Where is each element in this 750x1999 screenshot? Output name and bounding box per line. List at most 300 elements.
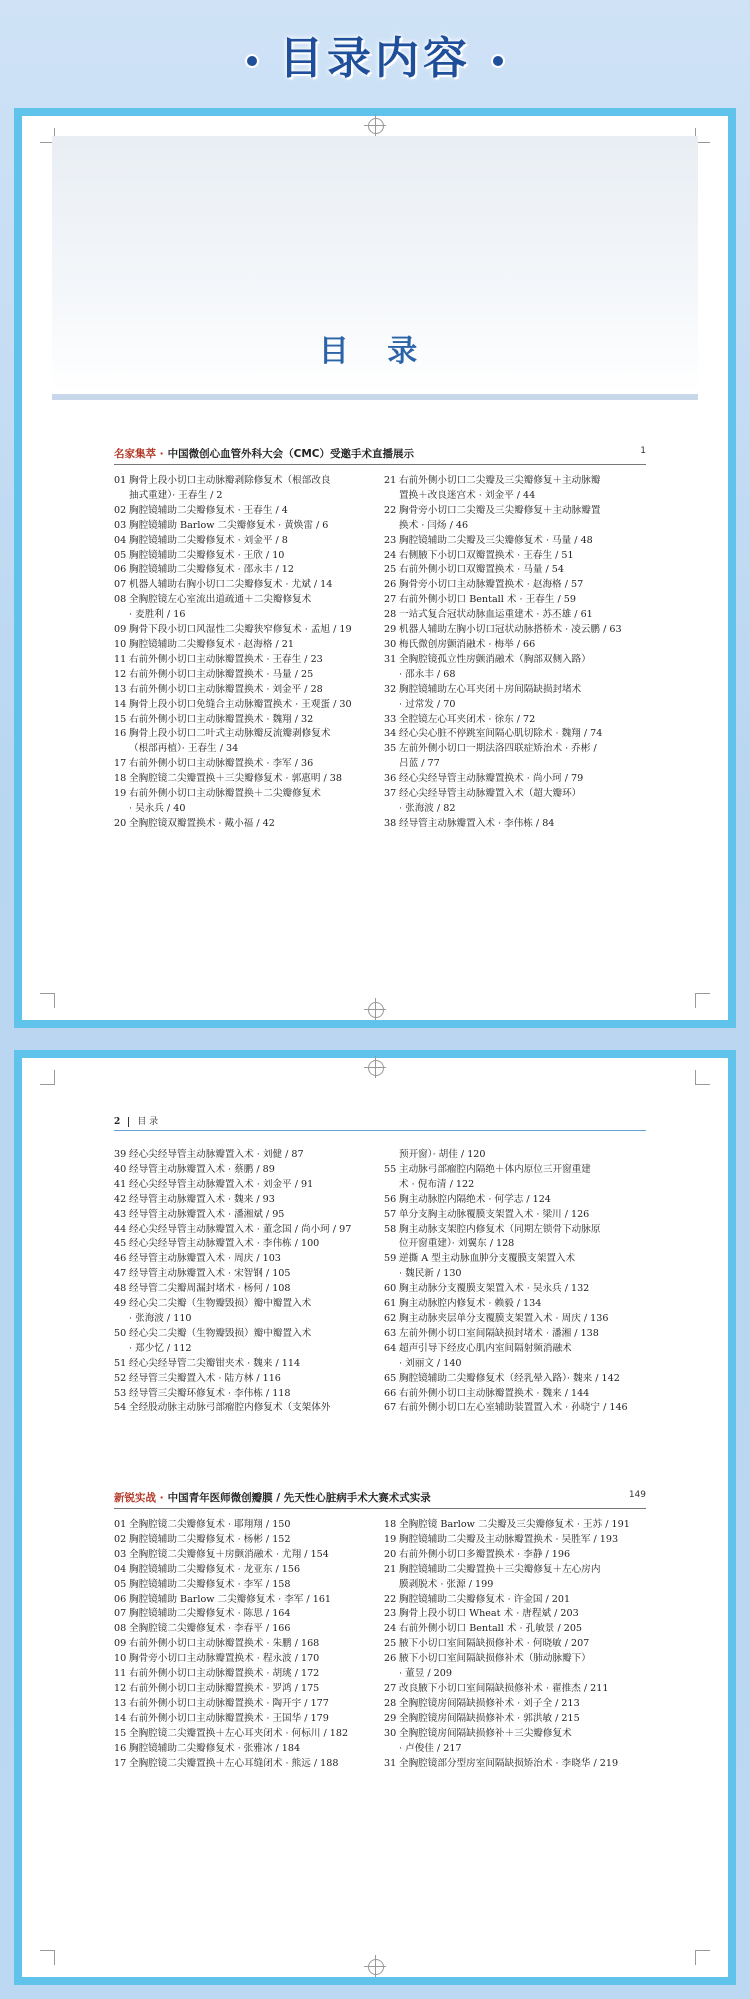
entry-number: 37 [384,788,397,800]
entry-title: 右前外侧小切口主动脉瓣置换术 · 魏来 / 144 [399,1387,590,1399]
entry-number: 25 [384,564,397,576]
entry-title: 右前外侧小切口主动脉瓣置换术 · 马量 / 25 [129,668,314,680]
toc-entry [384,1563,646,1593]
entry-title: 右前外侧小切口多瓣置换术 · 李静 / 196 [399,1548,571,1560]
toc-entry-line [114,549,376,564]
entry-title: 经导管主动脉瓣置入术 · 魏来 / 93 [129,1193,275,1205]
entry-title: 经心尖经导管主动脉瓣置入术 · 刘健 / 87 [129,1149,304,1160]
toc-entry-line [114,668,376,683]
entry-title: 全胸腔镜房间隔缺损修补术 · 刘子全 / 213 [399,1697,580,1709]
toc-entry [384,787,646,817]
toc-column [384,1148,646,1416]
toc-entry-line [114,1223,376,1238]
registration-mark-icon [368,1060,384,1076]
entry-number: 59 [384,1253,397,1265]
toc-entry-line [384,504,646,519]
toc-entry [384,504,646,534]
entry-title: 全胸腔镜左心室流出道疏通＋二尖瓣修复术 [129,594,312,606]
toc-entry [114,1593,376,1608]
entry-number: 55 [384,1163,397,1175]
entry-continuation: · 过常发 / 70 [399,698,456,710]
entry-number: 21 [384,1563,397,1575]
toc-entry-line [384,1518,646,1533]
toc-entry [114,1237,376,1252]
toc-entry-line [384,1148,646,1163]
entry-continuation: · 张海波 / 82 [399,802,456,814]
toc-column [114,474,376,832]
toc-entry [384,1652,646,1682]
entry-continuation: 位开窗重建）· 刘翼东 / 128 [399,1238,515,1250]
entry-title: 梅氏微创房颤消融术 · 梅举 / 66 [399,638,536,650]
toc-entry-line [384,727,646,742]
toc-entry [384,1401,646,1416]
entry-number: 51 [114,1357,127,1369]
banner-title-text: 目录内容 [279,33,471,84]
toc-entry [384,549,646,564]
toc-entry-line [114,593,376,608]
entry-number: 41 [114,1178,127,1190]
entry-number: 11 [114,653,127,665]
toc-entry-line [114,1282,376,1297]
entry-title: 胸腔镜辅助二尖瓣修复术 · 许金国 / 201 [399,1593,571,1605]
entry-number: 02 [114,504,127,516]
toc-entry-line [384,1712,646,1727]
entry-number: 06 [114,564,127,576]
toc-entry [114,534,376,549]
toc-entry [114,757,376,772]
toc-entry-line [384,1163,646,1178]
toc-entry-line [384,578,646,593]
toc-entry-line [384,1223,646,1238]
toc-entry [384,563,646,578]
entry-title: 胸腔镜辅助二尖瓣修复术（经乳晕入路）· 魏来 / 142 [399,1372,620,1384]
entry-number: 03 [114,1548,127,1560]
entry-title: 腋下小切口室间隔缺损修补术 · 何晓敏 / 207 [399,1638,590,1650]
entry-number: 35 [384,743,397,755]
banner-title [225,22,525,86]
entry-number: 39 [114,1149,127,1160]
entry-title: 全经股动脉主动脉弓部瘤腔内修复术（支架体外 [129,1402,331,1414]
entry-title: 胸腔镜辅助二尖瓣修复术 · 邵永丰 / 12 [129,564,294,576]
entry-number: 46 [114,1253,127,1265]
toc-page-2 [14,1050,736,1985]
toc-entry-line [384,1727,646,1742]
registration-mark-icon [368,1959,384,1975]
entry-number: 24 [384,549,397,561]
entry-title: 全胸腔镜二尖瓣修复＋房颤消融术 · 尤翔 / 154 [129,1548,329,1560]
entry-number: 31 [384,653,397,665]
entry-continuation: 换术 · 闫炀 / 46 [399,519,469,531]
entry-title: 超声引导下经皮心肌内室间隔射频消融术 [399,1342,572,1354]
entry-number: 15 [114,713,127,725]
toc-entry-line [384,787,646,802]
toc-entry [114,549,376,564]
toc-entry-line [384,1372,646,1387]
entry-number: 13 [114,1697,127,1709]
entry-title: 经导管主动脉瓣置入术 · 宋智钢 / 105 [129,1268,291,1280]
toc-entry [114,1372,376,1387]
entry-title: 预开窗）· 胡佳 / 120 [399,1149,486,1160]
banner [0,0,750,108]
entry-title: 胸腔镜辅助二尖瓣修复术 · 王欣 / 10 [129,549,285,561]
toc-entry-line [114,1667,376,1682]
toc-entry-line [114,1163,376,1178]
toc-entry-line [114,1372,376,1387]
toc-column [114,1518,376,1771]
toc-entry-line [384,1593,646,1608]
toc-entry [384,1637,646,1652]
toc-entry-line [114,1357,376,1372]
toc-entry [384,727,646,742]
toc-entry [384,1712,646,1727]
entry-number: 15 [114,1727,127,1739]
toc-entry [384,653,646,683]
entry-title: 逆撕 A 型主动脉血肿分支覆膜支架置入术 [399,1253,576,1265]
toc-entry-line [114,817,376,832]
entry-number: 36 [384,773,397,785]
toc-entry [384,623,646,638]
toc-entry-line [114,757,376,772]
entry-title: 经心尖经导管主动脉瓣置入术 · 董念国 / 尚小珂 / 97 [129,1223,352,1235]
toc-entry [114,563,376,578]
toc-entry-line [114,1401,376,1416]
toc-entry [384,1593,646,1608]
entry-continuation: · 麦胜利 / 16 [129,609,186,621]
entry-title: 全胸腔镜 Barlow 二尖瓣及三尖瓣修复术 · 王苏 / 191 [399,1519,630,1530]
entry-number: 01 [114,1519,127,1530]
toc-entry [114,683,376,698]
toc-entry-line [114,1563,376,1578]
toc-entry [384,1252,646,1282]
toc-entry [114,1533,376,1548]
toc-entry-line [114,1327,376,1342]
toc-entry [384,1148,646,1163]
entry-title: 胸主动脉分支覆膜支架置入术 · 吴永兵 / 132 [399,1283,590,1295]
toc-entry-line [384,593,646,608]
crop-mark [695,1950,710,1965]
entry-title: 胸腔镜辅助二尖瓣及三尖瓣修复术 · 马量 / 48 [399,534,593,546]
entry-number: 18 [384,1519,397,1530]
entry-number: 20 [384,1548,397,1560]
toc-entry [384,1312,646,1327]
entry-number: 19 [114,788,127,800]
entry-number: 10 [114,638,127,650]
toc-entry-line [114,534,376,549]
toc-entry-line [384,1297,646,1312]
toc-entry [114,1742,376,1757]
entry-title: 右前外侧小切口主动脉瓣置换术 · 胡珧 / 172 [129,1668,320,1680]
entry-number: 17 [114,1757,127,1769]
toc-entry [384,817,646,832]
entry-title: 胸腔镜辅助 Barlow 二尖瓣修复术 · 李军 / 161 [129,1593,332,1605]
entry-title: 右前外侧小切口主动脉瓣置换＋二尖瓣修复术 [129,788,321,800]
toc-entry-line [114,563,376,578]
entry-number: 24 [384,1623,397,1635]
toc-entry [114,578,376,593]
toc-entry-line [384,534,646,549]
toc-header [52,136,698,400]
entry-title: 右前外侧小切口主动脉瓣置换术 · 魏翔 / 32 [129,713,314,725]
entry-title: 全胸腔镜二尖瓣置换＋左心耳缝闭术 · 熊远 / 188 [129,1757,339,1769]
entry-number: 34 [384,728,397,740]
toc-entry [114,474,376,504]
toc-entry-line [384,653,646,668]
toc-entry-line [114,1697,376,1712]
entry-number: 21 [384,475,397,486]
toc-entry [114,1518,376,1533]
toc-entry [384,742,646,772]
section-label: 新锐实战 · [114,1492,164,1504]
section-label: 名家集萃 · [114,448,164,460]
toc-entry [114,668,376,683]
entry-number: 22 [384,1593,397,1605]
entry-title: 右前外侧小切口主动脉瓣置换术 · 陶开宇 / 177 [129,1697,329,1709]
toc-entry-line [114,1267,376,1282]
toc-entry [114,1208,376,1223]
toc-entry-line [114,623,376,638]
entry-title: 全胸腔镜房间隔缺损修补＋三尖瓣修复术 [399,1727,572,1739]
entry-title: 胸腔镜辅助左心耳夹闭＋房间隔缺损封堵术 [399,683,582,695]
toc-entry-line [384,742,646,757]
entry-number: 53 [114,1387,127,1399]
toc-entry-line [384,1401,646,1416]
entry-title: 经导管主动脉瓣置入术 · 李伟栋 / 84 [399,817,555,829]
entry-number: 54 [114,1402,127,1414]
section-page: 1 [640,446,646,456]
entry-title: 经心尖经导管主动脉瓣置入术 · 刘金平 / 91 [129,1178,314,1190]
entry-number: 12 [114,668,127,680]
entry-title: 经心尖经导管主动脉瓣置换术 · 尚小珂 / 79 [399,773,584,785]
toc-entry-line [114,1193,376,1208]
entry-title: 胸腔镜辅助二尖瓣修复术 · 赵海格 / 21 [129,638,294,650]
toc-entry [114,1578,376,1593]
entry-number: 65 [384,1372,397,1384]
entry-number: 63 [384,1327,397,1339]
entry-continuation: · 张海波 / 110 [129,1312,192,1324]
toc-entry [114,1297,376,1327]
toc-entry-line [114,683,376,698]
section-title: 中国微创心血管外科大会（CMC）受邀手术直播展示 [167,448,415,460]
entry-number: 08 [114,1623,127,1635]
toc-entry-line [384,1342,646,1357]
entry-title: 右前外侧小切口 Bentall 术 · 王春生 / 59 [399,594,576,606]
toc-entry-line [384,1757,646,1772]
entry-title: 胸骨上段小切口主动脉瓣剥除修复术（根部改良 [129,475,331,486]
entry-title: 胸骨旁小切口二尖瓣及三尖瓣修复＋主动脉瓣置 [399,504,601,516]
entry-number: 47 [114,1268,127,1280]
crop-mark [695,993,710,1008]
entry-number: 10 [114,1653,127,1665]
toc-entry [384,1387,646,1402]
toc-entry-line [114,1593,376,1608]
section-title: 中国青年医师微创瓣膜 / 先天性心脏病手术大赛术式实录 [167,1492,431,1504]
toc-entry-line [384,1387,646,1402]
toc-entry [114,653,376,668]
toc-entry [114,1223,376,1238]
entry-title: 经心尖经导管主动脉瓣置入术 · 李伟栋 / 100 [129,1238,320,1250]
entry-number: 49 [114,1298,127,1310]
entry-title: 胸主动脉腔内隔绝术 · 何学志 / 124 [399,1193,551,1205]
toc-entry-line [384,1282,646,1297]
toc-entry-line [114,1518,376,1533]
toc-entry [114,772,376,787]
toc-entry-line [384,623,646,638]
running-label: 目 录 [128,1117,158,1127]
entry-number: 30 [384,1727,397,1739]
entry-number: 09 [114,1638,127,1650]
entry-title: 胸腔镜辅助二尖瓣修复术 · 陈思 / 164 [129,1608,291,1620]
entry-title: 改良腋下小切口室间隔缺损修补术 · 翟推杰 / 211 [399,1682,609,1694]
entry-number: 28 [384,1697,397,1709]
entry-number: 04 [114,534,127,546]
toc-entry-line [384,683,646,698]
toc-entry [114,519,376,534]
entry-title: 机器人辅助右胸小切口二尖瓣修复术 · 尤斌 / 14 [129,579,333,591]
entry-number: 03 [114,519,127,531]
toc-entry [114,1697,376,1712]
toc-entry-line [114,1757,376,1772]
section-heading [114,1490,646,1509]
toc-entry-line [384,638,646,653]
toc-entry [114,638,376,653]
toc-column [384,1518,646,1771]
toc-entry-line [114,1727,376,1742]
toc-entry [384,1682,646,1697]
entry-title: 胸骨上段小切口二叶式主动脉瓣反流瓣剥修复术 [129,728,331,740]
toc-entry-line [384,772,646,787]
entry-title: 右前外侧小切口主动脉瓣置换术 · 刘金平 / 28 [129,683,323,695]
toc-entry [384,1342,646,1372]
toc-entry [114,1193,376,1208]
toc-entry [384,1727,646,1757]
toc-entry [114,1712,376,1727]
entry-title: 右前外侧小切口主动脉瓣置换术 · 朱鹏 / 168 [129,1638,320,1650]
entry-title: 经导管主动脉瓣置入术 · 周庆 / 103 [129,1253,281,1265]
toc-entry-line [384,1697,646,1712]
toc-entry-line [114,1178,376,1193]
entry-continuation: · 卢俊佳 / 217 [399,1742,462,1754]
entry-continuation: （根部再植）· 王春生 / 34 [129,743,239,755]
entry-number: 01 [114,475,127,486]
toc-entry-line [114,638,376,653]
toc-entry [114,1757,376,1772]
entry-title: 全腔镜左心耳夹闭术 · 徐东 / 72 [399,713,536,725]
entry-title: 经导管二尖瓣周漏封堵术 · 杨何 / 108 [129,1283,291,1295]
toc-entry-line [114,519,376,534]
entry-continuation: 吕蓝 / 77 [399,758,440,770]
entry-title: 胸腔镜辅助二尖瓣修复术 · 张雅冰 / 184 [129,1742,301,1754]
toc-entry [384,713,646,728]
entry-number: 43 [114,1208,127,1220]
toc-entry-line [114,787,376,802]
toc-entry [114,1327,376,1357]
page-number: 2 [114,1117,121,1127]
entry-number: 38 [384,817,397,829]
entry-number: 48 [114,1283,127,1295]
entry-number: 44 [114,1223,127,1235]
entry-title: 胸腔镜辅助二尖瓣修复术 · 龙亚东 / 156 [129,1563,301,1575]
entry-title: 经心尖二尖瓣（生物瓣毁损）瓣中瓣置入术 [129,1298,312,1310]
entry-number: 17 [114,758,127,770]
toc-entry-line [114,474,376,489]
entry-number: 50 [114,1327,127,1339]
toc-entry-line [114,1297,376,1312]
entry-title: 胸骨旁小切口主动脉瓣置换术 · 程永波 / 170 [129,1653,320,1665]
entry-title: 经心尖二尖瓣（生物瓣毁损）瓣中瓣置入术 [129,1327,312,1339]
entry-number: 29 [384,624,397,636]
toc-entry [384,1193,646,1208]
entry-number: 08 [114,594,127,606]
toc-entry-line [384,713,646,728]
entry-title: 全胸腔镜房间隔缺损修补术 · 郭洪敏 / 215 [399,1712,580,1724]
entry-title: 胸主动脉支架腔内修复术（同期左锁骨下动脉原 [399,1223,601,1235]
toc-entry [114,1652,376,1667]
toc-entry-line [114,1607,376,1622]
entry-number: 33 [384,713,397,725]
entry-title: 右前外侧小切口双瓣置换术 · 马量 / 54 [399,564,564,576]
entry-number: 22 [384,504,397,516]
entry-number: 16 [114,728,127,740]
entry-title: 右前外侧小切口主动脉瓣置换术 · 李军 / 36 [129,758,314,770]
entry-number: 06 [114,1593,127,1605]
entry-number: 18 [114,773,127,785]
entry-number: 11 [114,1668,127,1680]
entry-title: 胸骨下段小切口风湿性二尖瓣狭窄修复术 · 孟旭 / 19 [129,624,352,636]
entry-title: 胸腔镜辅助二尖瓣修复术 · 杨彬 / 152 [129,1533,291,1545]
entry-title: 全胸腔镜二尖瓣置换＋三尖瓣修复术 · 郭惠明 / 38 [129,773,342,785]
entry-number: 20 [114,817,127,829]
entry-continuation: 术 · 倪布清 / 122 [399,1178,475,1190]
toc-entry [384,1607,646,1622]
entry-number: 12 [114,1682,127,1694]
entry-title: 胸主动脉腔内修复术 · 赖毅 / 134 [399,1298,542,1310]
entry-number: 42 [114,1193,127,1205]
toc-entry-line [384,1208,646,1223]
entry-title: 胸腔镜辅助二尖瓣及主动脉瓣置换术 · 吴胜军 / 193 [399,1533,619,1545]
toc-entry [114,1622,376,1637]
toc-entry [114,698,376,713]
toc-entry [114,593,376,623]
toc-entry-line [384,1312,646,1327]
entry-number: 62 [384,1312,397,1324]
toc-entry-line [384,1682,646,1697]
entry-title: 胸腔镜辅助二尖瓣修复术 · 王春生 / 4 [129,504,288,516]
toc-entry [384,1282,646,1297]
entry-continuation: · 魏民新 / 130 [399,1268,462,1280]
toc-entry [114,1727,376,1742]
entry-number: 57 [384,1208,397,1220]
entry-title: 全胸腔镜部分型房室间隔缺损矫治术 · 李晓华 / 219 [399,1757,619,1769]
toc-entry [114,1357,376,1372]
toc-entry [384,1697,646,1712]
entry-title: 胸腔镜辅助 Barlow 二尖瓣修复术 · 黄焕雷 / 6 [129,519,329,531]
registration-mark-icon [368,118,384,134]
toc-entry [384,1327,646,1342]
entry-title: 主动脉弓部瘤腔内隔绝＋体内原位三开窗重建 [399,1163,591,1175]
toc-entry [384,593,646,608]
entry-number: 05 [114,549,127,561]
entry-title: 经心尖经导管二尖瓣钳夹术 · 魏来 / 114 [129,1357,301,1369]
entry-title: 机器人辅助左胸小切口冠状动脉搭桥术 · 凌云鹏 / 63 [399,624,622,636]
toc-entry [384,1372,646,1387]
entry-continuation: 置换＋改良迷宫术 · 刘金平 / 44 [399,489,536,501]
toc-entry [384,534,646,549]
toc-entry [384,1223,646,1253]
toc-entry-line [114,727,376,742]
toc-entry-line [384,1533,646,1548]
toc-entry-line [114,713,376,728]
entry-continuation: 膜剥脱术 · 张源 / 199 [399,1578,494,1590]
